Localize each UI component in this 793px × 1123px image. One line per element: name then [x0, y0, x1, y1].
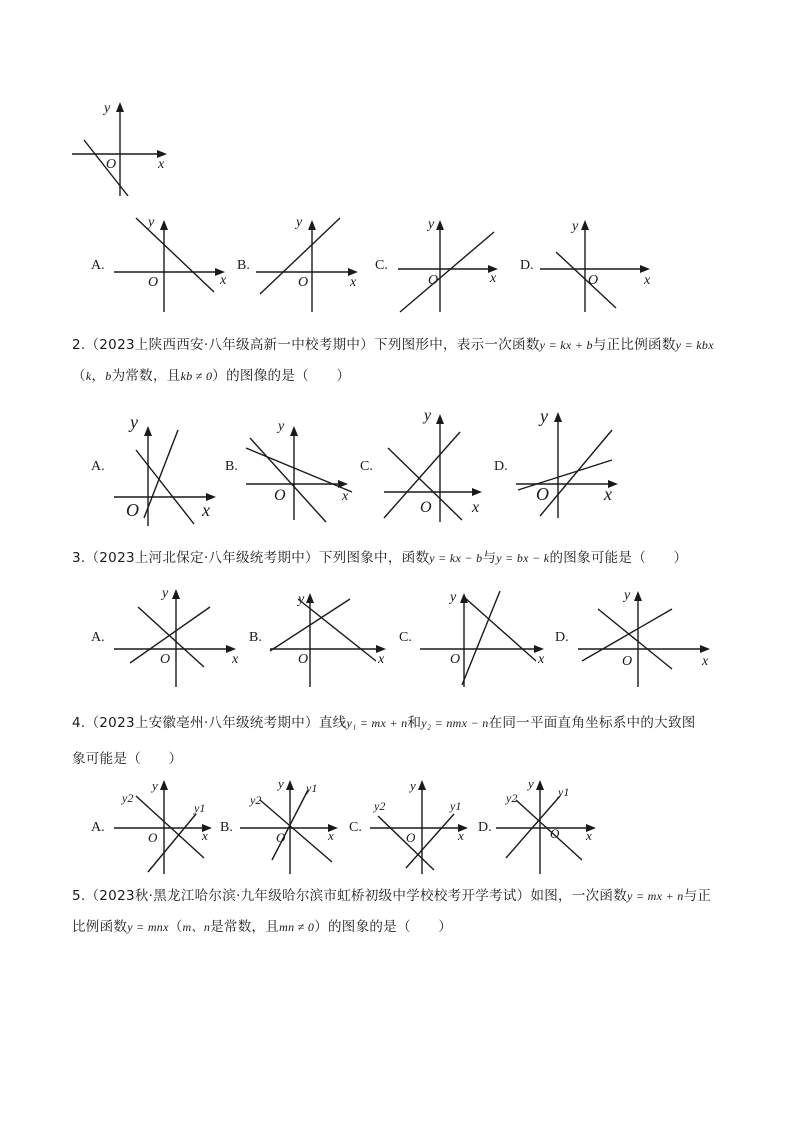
q5-line-1 — [72, 886, 711, 906]
origin-label: O — [148, 830, 158, 845]
y1-label: y1 — [558, 785, 570, 799]
question-text: 比例函数 — [72, 919, 128, 935]
q3-line-1 — [72, 548, 687, 568]
q4-option-d-label[interactable]: D. — [478, 820, 492, 835]
q2-option-b-graph[interactable] — [246, 408, 366, 523]
question-text: 的图象可能是（ ） — [549, 550, 688, 566]
y-label: y — [152, 778, 158, 793]
x-label: x — [490, 271, 497, 286]
origin-label: O — [274, 487, 286, 504]
formula: kb ≠ 0 — [180, 369, 213, 383]
y-arrow-icon — [308, 220, 316, 230]
formula: y₁ = mx + n — [346, 716, 408, 730]
q1-option-a-graph[interactable] — [114, 212, 234, 322]
y-arrow-icon — [160, 220, 168, 230]
x-arrow-icon — [472, 488, 482, 496]
q4-option-a-label[interactable]: A. — [91, 820, 105, 835]
q1-option-b-label[interactable]: B. — [237, 258, 250, 273]
q4-option-c-graph[interactable] — [370, 776, 480, 876]
origin-label: O — [622, 654, 633, 669]
y1-label: y1 — [306, 781, 318, 795]
graph-line-2 — [138, 607, 204, 667]
origin-label: O — [106, 157, 117, 172]
origin-label: O — [550, 826, 560, 841]
x-label: x — [202, 500, 210, 520]
y-arrow-icon — [554, 412, 562, 422]
y2-label: y2 — [506, 791, 518, 805]
question-text: 象可能是（ ） — [72, 751, 183, 767]
origin-label: O — [536, 484, 549, 504]
question-text: 如图，一次函数 — [530, 888, 628, 904]
graph-line-2 — [464, 597, 536, 661]
x-label: x — [378, 652, 385, 667]
q4-option-a-graph[interactable] — [114, 776, 224, 876]
question-text: ）的图像的是（ ） — [212, 368, 351, 384]
question-text: 下列图象中，函数 — [318, 550, 430, 566]
origin-label: O — [298, 652, 309, 667]
origin-label: O — [160, 652, 171, 667]
y-arrow-icon — [286, 780, 294, 790]
q1-option-a-label[interactable]: A. — [91, 258, 105, 273]
question-text: 为常数，且 — [111, 368, 181, 384]
question-source: （2023秋·黑龙江哈尔滨·九年级哈尔滨市虹桥初级中学校校考开学考试） — [85, 888, 531, 904]
graph-line — [400, 232, 494, 312]
q5-line-2 — [72, 917, 452, 937]
y-label: y — [540, 406, 548, 426]
x-label: x — [220, 273, 227, 288]
q1-option-c-label[interactable]: C. — [375, 258, 388, 273]
question-number: 2. — [72, 337, 86, 353]
q2-option-a-graph[interactable] — [114, 408, 224, 523]
x-label: x — [232, 652, 239, 667]
q1-reference-graph — [70, 96, 180, 206]
q2-option-c-graph[interactable] — [384, 400, 494, 525]
question-text: 和 — [407, 715, 422, 731]
formula: y = kbx — [675, 338, 714, 352]
question-text: （ — [168, 919, 183, 935]
y-arrow-icon — [144, 426, 152, 436]
y-label: y — [278, 419, 285, 434]
origin-label: O — [588, 273, 599, 288]
graph-line — [556, 252, 616, 308]
y2-label: y2 — [250, 793, 262, 807]
x-label: x — [202, 828, 208, 843]
graph-line-1 — [462, 591, 500, 685]
formula: m、n — [182, 920, 211, 934]
question-source: （2023上河北保定·八年级统考期中） — [85, 550, 319, 566]
question-number: 4. — [72, 715, 86, 731]
x-label: x — [644, 273, 651, 288]
q2-line-2 — [72, 366, 350, 386]
origin-label: O — [406, 830, 416, 845]
q3-option-a-graph[interactable] — [114, 585, 244, 690]
graph-line-2 — [136, 450, 194, 524]
question-source: （2023上安徽亳州·八年级统考期中） — [85, 715, 319, 731]
y-arrow-icon — [160, 780, 168, 790]
graph-line-1 — [144, 430, 178, 518]
y1-label: y1 — [450, 799, 462, 813]
graph-line-2 — [540, 430, 612, 516]
q1-option-d-graph[interactable] — [540, 212, 660, 322]
q2-option-c-label[interactable]: C. — [360, 459, 373, 474]
q4-line-2 — [72, 749, 182, 769]
y-label: y — [104, 101, 111, 116]
question-text: 下列图形中，表示一次函数 — [374, 337, 540, 353]
q2-option-d-label[interactable]: D. — [494, 459, 508, 474]
y1-label: y1 — [194, 801, 206, 815]
question-text: 在同一平面直角坐标系中的大致图 — [488, 715, 696, 731]
q1-option-d-label[interactable]: D. — [520, 258, 534, 273]
y-label: y — [410, 778, 416, 793]
x-label: x — [702, 654, 709, 669]
question-text: （ — [72, 368, 86, 384]
question-text: 与正比例函数 — [592, 337, 676, 353]
y-label: y — [428, 217, 435, 232]
q4-option-d-graph[interactable] — [496, 776, 606, 876]
q3-option-a-label[interactable]: A. — [91, 630, 105, 645]
y-label: y — [298, 592, 305, 607]
question-text: 与 — [482, 550, 497, 566]
y-label: y — [148, 215, 155, 230]
y-arrow-icon — [290, 426, 298, 436]
x-label: x — [350, 275, 357, 290]
question-text: 直线 — [318, 715, 347, 731]
q3-option-b-graph[interactable] — [270, 585, 400, 690]
y-arrow-icon — [418, 780, 426, 790]
x-label: x — [458, 828, 464, 843]
graph-line-1 — [246, 448, 352, 492]
origin-label: O — [428, 273, 439, 288]
line-y2 — [260, 800, 332, 862]
q3-option-d-graph[interactable] — [578, 585, 718, 690]
q2-option-d-graph[interactable] — [516, 400, 631, 525]
question-source: （2023上陕西西安·八年级高新一中校考期中） — [85, 337, 375, 353]
y-arrow-icon — [436, 414, 444, 424]
q2-line-1 — [72, 335, 714, 355]
q4-line-1 — [72, 713, 696, 733]
y-label: y — [278, 776, 284, 791]
y-arrow-icon — [436, 220, 444, 230]
question-number: 3. — [72, 550, 86, 566]
formula: y₂ = nmx − n — [421, 716, 489, 730]
y2-label: y2 — [374, 799, 386, 813]
origin-label: O — [450, 652, 461, 667]
x-label: x — [472, 499, 480, 516]
y-arrow-icon — [306, 593, 314, 603]
x-label: x — [586, 828, 592, 843]
origin-label: O — [276, 830, 286, 845]
y2-label: y2 — [122, 791, 134, 805]
q3-option-b-label[interactable]: B. — [249, 630, 262, 645]
y-arrow-icon — [581, 220, 589, 230]
q4-option-b-graph[interactable] — [240, 776, 350, 876]
y-arrow-icon — [536, 780, 544, 790]
formula: b — [105, 369, 112, 383]
q1-option-b-graph[interactable] — [256, 212, 366, 322]
x-label: x — [328, 828, 334, 843]
formula: y = mnx — [127, 920, 169, 934]
y-arrow-icon — [460, 593, 468, 603]
y-label: y — [130, 412, 138, 432]
formula: k — [85, 369, 92, 383]
q3-option-c-graph[interactable] — [420, 585, 555, 690]
origin-label: O — [420, 499, 432, 516]
question-text: 是常数，且 — [210, 919, 280, 935]
y-label: y — [296, 215, 303, 230]
formula: mn ≠ 0 — [279, 920, 315, 934]
y-label: y — [424, 407, 432, 424]
question-text: ）的图象的是（ ） — [314, 919, 453, 935]
y-label: y — [572, 219, 579, 234]
formula: y = kx + b — [539, 338, 593, 352]
q3-option-d-label[interactable]: D. — [555, 630, 569, 645]
x-label: x — [604, 484, 612, 504]
q2-option-b-label[interactable]: B. — [225, 459, 238, 474]
x-label: x — [538, 652, 545, 667]
graph-line-2 — [250, 438, 326, 522]
origin-label: O — [148, 275, 159, 290]
question-text: ， — [91, 368, 106, 384]
formula: y = bx − k — [496, 551, 550, 565]
y-arrow-icon — [116, 102, 124, 112]
origin-label: O — [126, 500, 139, 520]
q2-option-a-label[interactable]: A. — [91, 459, 105, 474]
x-label: x — [158, 157, 165, 172]
q3-option-c-label[interactable]: C. — [399, 630, 412, 645]
graph-line-2 — [598, 609, 672, 669]
y-label: y — [624, 588, 631, 603]
x-label: x — [342, 489, 349, 504]
origin-label: O — [298, 275, 309, 290]
x-arrow-icon — [640, 265, 650, 273]
y-label: y — [450, 590, 457, 605]
x-arrow-icon — [700, 645, 710, 653]
formula: y = mx + n — [627, 889, 684, 903]
question-text: 与正 — [683, 888, 712, 904]
question-number: 5. — [72, 888, 86, 904]
q1-option-c-graph[interactable] — [398, 212, 508, 322]
y-arrow-icon — [172, 589, 180, 599]
y-arrow-icon — [634, 591, 642, 601]
y-label: y — [528, 776, 534, 791]
q4-option-b-label[interactable]: B. — [220, 820, 233, 835]
y-label: y — [162, 586, 169, 601]
q4-option-c-label[interactable]: C. — [349, 820, 362, 835]
formula: y = kx − b — [429, 551, 483, 565]
